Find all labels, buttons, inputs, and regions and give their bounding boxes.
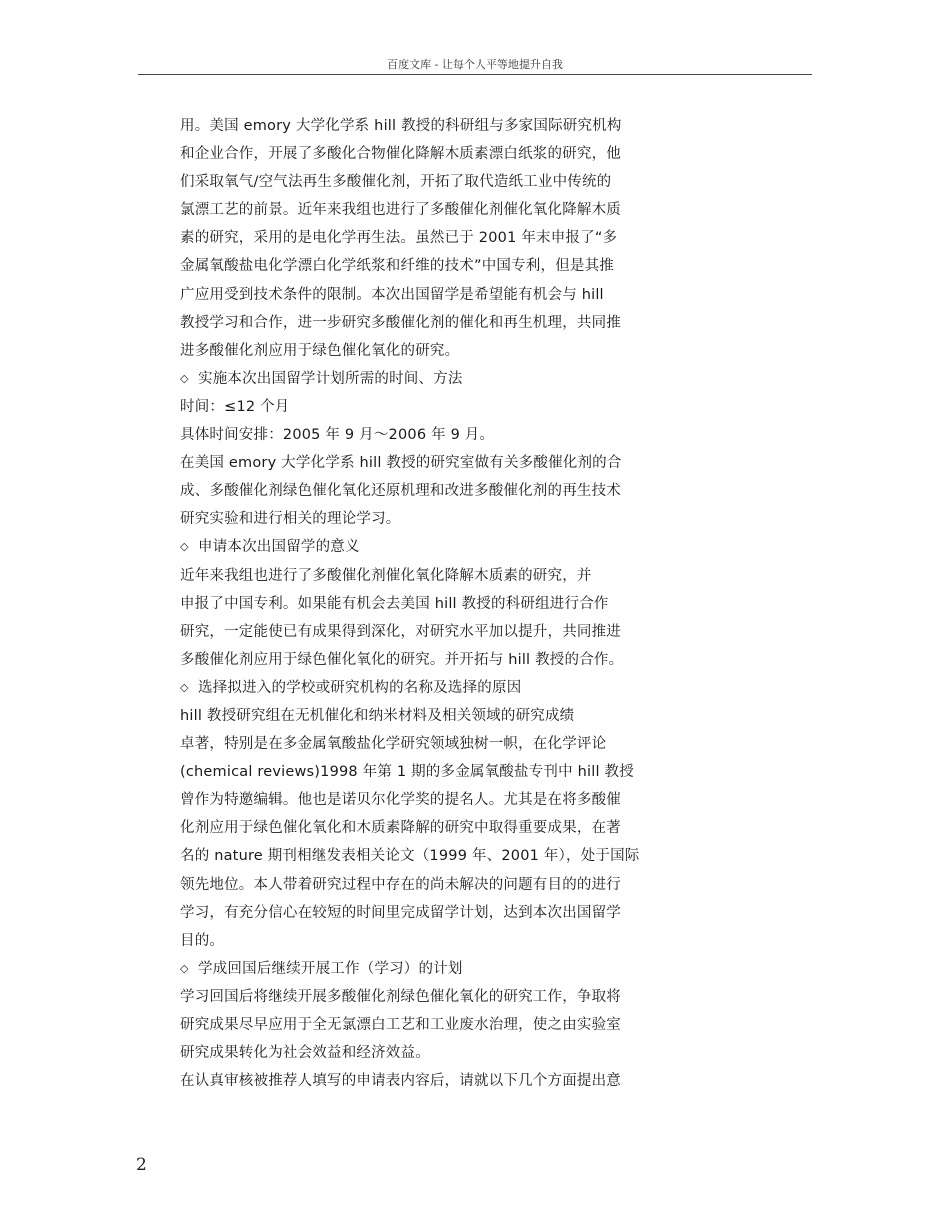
text-line	[180, 871, 740, 899]
text-line	[180, 196, 740, 224]
line-text: 研究成果转化为社会效益和经济效益。	[180, 1045, 430, 1062]
section-heading	[180, 533, 740, 561]
diamond-bullet-icon: ◇	[180, 680, 189, 694]
line-text: 学成回国后继续开展工作（学习）的计划	[198, 960, 463, 977]
line-text: 们采取氧气/空气法再生多酸催化剂，开拓了取代造纸工业中传统的	[180, 174, 612, 191]
line-text: 用。美国 emory 大学化学系 hill 教授的科研组与多家国际研究机构	[180, 118, 622, 134]
text-line	[180, 140, 740, 168]
text-line	[180, 899, 740, 927]
section-heading	[180, 955, 740, 983]
line-text: 在美国 emory 大学化学系 hill 教授的研究室做有关多酸催化剂的合	[180, 455, 622, 472]
text-line	[180, 168, 740, 196]
line-text: 多酸催化剂应用于绿色催化氧化的研究。并开拓与 hill 教授的合作。	[180, 651, 624, 668]
text-line	[180, 1039, 740, 1067]
text-line	[180, 1067, 740, 1095]
line-text: 领先地位。本人带着研究过程中存在的尚未解决的问题有目的的进行	[180, 876, 621, 893]
text-line	[180, 505, 740, 533]
text-line	[180, 927, 740, 955]
line-text: 广应用受到技术条件的限制。本次出国留学是希望能有机会与 hill	[180, 286, 604, 303]
text-line	[180, 786, 740, 814]
line-text: 目的。	[180, 932, 225, 949]
text-line	[180, 252, 740, 280]
line-text: 申请本次出国留学的意义	[198, 539, 360, 556]
line-text: hill 教授研究组在无机催化和纳米材料及相关领域的研究成绩	[180, 707, 575, 724]
line-text: 具体时间安排：2005 年 9 月～2006 年 9 月。	[180, 427, 495, 444]
line-text: 进多酸催化剂应用于绿色催化氧化的研究。	[180, 342, 460, 359]
line-text: 氯漂工艺的前景。近年来我组也进行了多酸催化剂催化氧化降解木质	[180, 202, 621, 219]
text-line	[180, 814, 740, 842]
line-text: 和企业合作，开展了多酸化合物催化降解木质素漂白纸浆的研究，他	[180, 146, 621, 163]
diamond-bullet-icon: ◇	[180, 371, 189, 385]
line-text: 教授学习和合作，进一步研究多酸催化剂的催化和再生机理，共同推	[180, 314, 621, 331]
text-line	[180, 224, 740, 252]
diamond-bullet-icon: ◇	[180, 961, 189, 975]
line-text: 近年来我组也进行了多酸催化剂催化氧化降解木质素的研究，并	[180, 567, 592, 584]
line-text: 素的研究，采用的是电化学再生法。虽然已于 2001 年末申报了“多	[180, 230, 618, 247]
line-text: 学习，有充分信心在较短的时间里完成留学计划，达到本次出国留学	[180, 904, 621, 921]
text-line	[180, 758, 740, 786]
line-text: 选择拟进入的学校或研究机构的名称及选择的原因	[198, 679, 522, 696]
line-text: 金属氧酸盐电化学漂白化学纸浆和纤维的技术”中国专利，但是其推	[180, 258, 615, 275]
line-text: 申报了中国专利。如果能有机会去美国 hill 教授的科研组进行合作	[180, 595, 609, 612]
line-text: 化剂应用于绿色催化氧化和木质素降解的研究中取得重要成果，在著	[180, 820, 621, 837]
text-line	[180, 1011, 740, 1039]
text-line	[180, 112, 740, 140]
text-line	[180, 618, 740, 646]
line-text: 卓著，特别是在多金属氧酸盐化学研究领域独树一帜，在化学评论	[180, 736, 607, 753]
line-text: 实施本次出国留学计划所需的时间、方法	[198, 370, 463, 387]
text-line	[180, 281, 740, 309]
text-line	[180, 702, 740, 730]
page-number: 2	[136, 1155, 147, 1175]
line-text: 在认真审核被推荐人填写的申请表内容后，请就以下几个方面提出意	[180, 1073, 621, 1090]
line-text: 研究实验和进行相关的理论学习。	[180, 511, 401, 528]
line-text: 学习回国后将继续开展多酸催化剂绿色催化氧化的研究工作，争取将	[180, 988, 621, 1005]
document-body	[180, 112, 740, 1095]
header-divider	[138, 74, 812, 75]
line-text: 曾作为特邀编辑。他也是诺贝尔化学奖的提名人。尤其是在将多酸催	[180, 792, 621, 809]
text-line	[180, 421, 740, 449]
line-text: 名的 nature 期刊相继发表相关论文（1999 年、2001 年），处于国际	[180, 848, 640, 865]
text-line	[180, 393, 740, 421]
text-line	[180, 337, 740, 365]
section-heading	[180, 674, 740, 702]
diamond-bullet-icon: ◇	[180, 540, 189, 554]
text-line	[180, 983, 740, 1011]
line-text: 时间：≤12 个月	[180, 398, 290, 415]
line-text: 成、多酸催化剂绿色催化氧化还原机理和改进多酸催化剂的再生技术	[180, 483, 621, 500]
text-line	[180, 309, 740, 337]
text-line	[180, 646, 740, 674]
text-line	[180, 562, 740, 590]
line-text: (chemical reviews)1998 年第 1 期的多金属氧酸盐专刊中 hill 教授	[180, 764, 634, 781]
section-heading	[180, 365, 740, 393]
text-line	[180, 590, 740, 618]
page-header: 百度文库 - 让每个人平等地提升自我	[387, 58, 563, 71]
text-line	[180, 730, 740, 758]
text-line	[180, 449, 740, 477]
line-text: 研究成果尽早应用于全无氯漂白工艺和工业废水治理，使之由实验室	[180, 1017, 621, 1033]
text-line	[180, 842, 740, 870]
line-text: 研究，一定能使已有成果得到深化，对研究水平加以提升，共同推进	[180, 623, 621, 640]
text-line	[180, 477, 740, 505]
